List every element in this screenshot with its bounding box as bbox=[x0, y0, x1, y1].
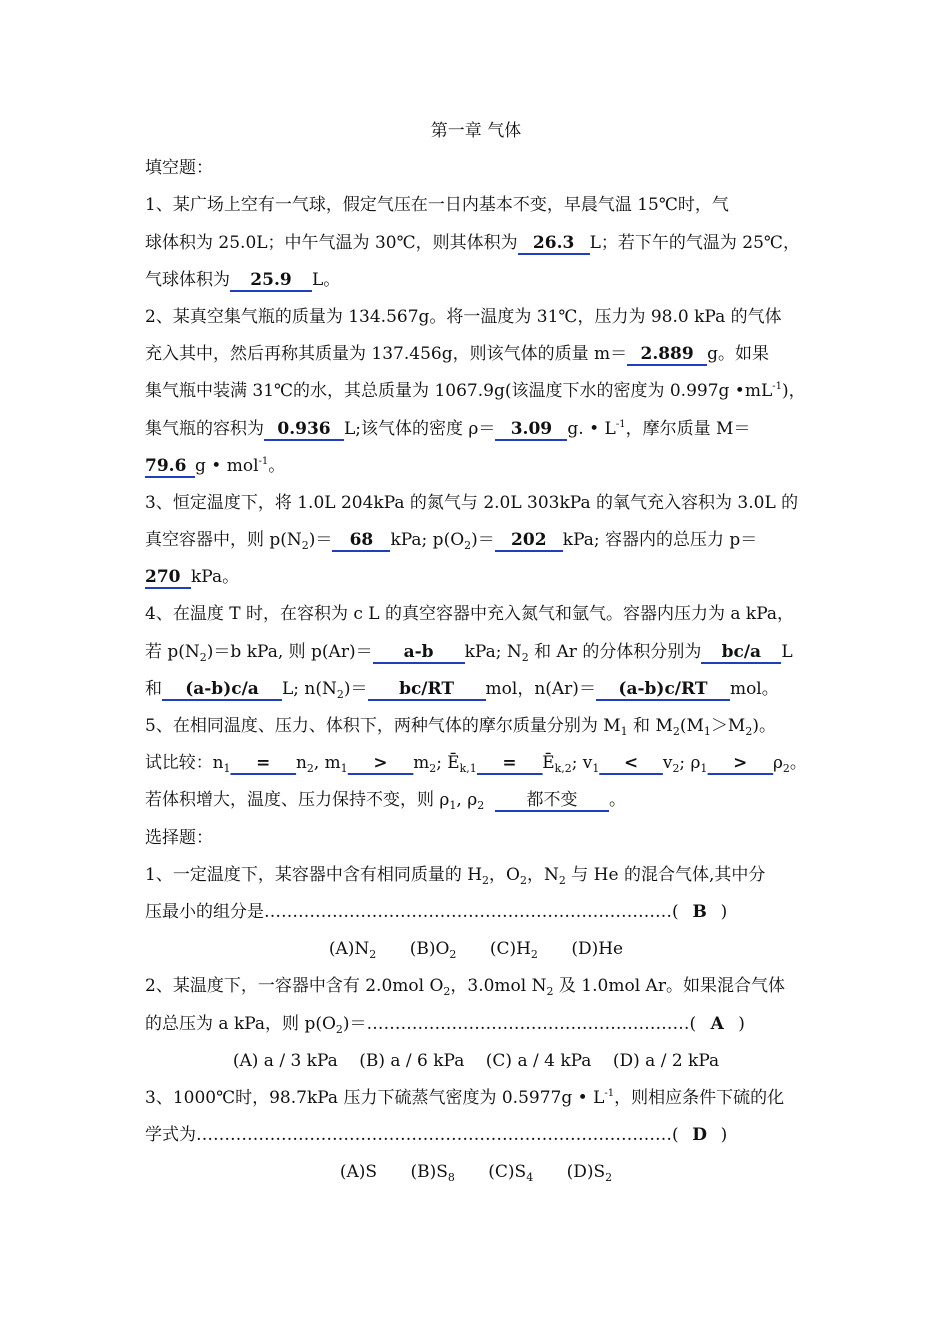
q1-line2: 球体积为 25.0L；中午气温为 30℃，则其体积为 26.3 L；若下午的气温为 25℃， bbox=[145, 232, 800, 253]
q2-line2: 充入其中，然后再称其质量为 137.456g，则该气体的质量 m＝ 2.889 g。如果 bbox=[145, 344, 769, 365]
c1-option-c: $(C)H_2$ bbox=[489, 939, 538, 962]
q3-line3: 270 kPa。 bbox=[145, 567, 240, 588]
q2-answer-1: 2.889 bbox=[627, 344, 707, 366]
q4-answer-3: (a-b)c/a bbox=[162, 679, 282, 701]
q1-answer-2: 25.9 bbox=[230, 270, 312, 292]
c3-answer: D bbox=[692, 1125, 708, 1146]
q5-answer-2: > bbox=[348, 753, 414, 775]
c1-option-a: $(A)N_2$ bbox=[328, 939, 377, 962]
c3-option-d: $(D)S_2$ bbox=[566, 1162, 613, 1185]
c1-line2: 压最小的组分是………………………………………………………………( B ) bbox=[145, 894, 807, 931]
q4-answer-4: bc/RT bbox=[368, 679, 486, 701]
c2-answer: A bbox=[710, 1013, 724, 1034]
q3-answer-2: 202 bbox=[495, 530, 563, 552]
q3-answer-1: 68 bbox=[332, 530, 390, 552]
c3-line1: 3、1000℃时，98.7kPa 压力下硫蒸气密度为 0.5977g • $L^{-1}$，则相应条件下硫的化 bbox=[145, 1087, 785, 1108]
q4-answer-2: bc/a bbox=[701, 642, 781, 664]
q4-line1: 4、在温度 T 时，在容积为 c L 的真空容器中充入氮气和氩气。容器内压力为 a kPa， bbox=[145, 604, 795, 625]
c2-option-d: (D) a / 2 kPa bbox=[612, 1050, 720, 1071]
q4-line2: 若 $p(N_2)=b$ kPa, 则 p(Ar)＝ a-b kPa; $N_2$ 和 Ar 的分体积分别为 bc/a L bbox=[145, 641, 793, 664]
q5-answer-1: = bbox=[230, 753, 296, 775]
q4-answer-1: a-b bbox=[373, 642, 465, 664]
c3-option-a: (A)S bbox=[339, 1162, 378, 1183]
q3-line2: 真空容器中，则 $p(N_2)= 68$ kPa; $p(O_2)= 202$ kPa; 容器内的总压力 p＝ bbox=[145, 530, 758, 553]
q1-line1: 1、某广场上空有一气球，假定气压在一日内基本不变，早晨气温 15℃时，气 bbox=[145, 195, 729, 216]
q5-answer-5: > bbox=[707, 753, 773, 775]
c2-line2: 的总压为 a kPa，则 $p(O_2)=\dots\dots\dots\dots\dots\dots\dots\dots\dots\dots\dots\dots\dots\dots\dots\dots\dots\dots\dots$( A ) bbox=[145, 1006, 807, 1043]
q2-answer-2: 0.936 bbox=[264, 419, 344, 441]
fill-heading: 填空题： bbox=[145, 158, 213, 179]
q2-answer-3: 3.09 bbox=[495, 419, 567, 441]
q1-answer-1: 26.3 bbox=[518, 233, 590, 255]
q2-line3: 集气瓶中装满 31℃的水，其总质量为 1067.9g(该温度下水的密度为 0.997g $•mL^{-1}$)， bbox=[145, 381, 806, 402]
c2-option-a: (A) a / 3 kPa bbox=[232, 1050, 338, 1071]
q4-answer-5: (a-b)c/RT bbox=[596, 679, 730, 701]
c2-option-b: (B) a / 6 kPa bbox=[359, 1050, 465, 1071]
c1-answer: B bbox=[692, 901, 707, 922]
chapter-title: 第一章 气体 bbox=[430, 121, 522, 141]
q5-line2: 试比较：$n_1 = n_2$, $m_1 > m_2$; $Ē_{k,1}$ = $Ē_{k,2}$; $v_1 < v_2$; $\rho_1 > \rho_2$。 bbox=[145, 753, 807, 776]
c3-line2: 学式为…………………………………………………………………………( D ) bbox=[145, 1117, 807, 1154]
q5-answer-6: 都不变 bbox=[495, 790, 609, 812]
q5-line1: 5、在相同温度、压力、体积下，两种气体的摩尔质量分别为 $M_1$ 和 $M_2(M_1>M_2)$。 bbox=[145, 716, 776, 738]
c2-options bbox=[145, 1043, 807, 1080]
document-page bbox=[145, 113, 807, 1191]
q2-line4: 集气瓶的容积为 0.936 L;该气体的密度 ρ＝ 3.09 g. • $L^{-1}$，摩尔质量 M＝ bbox=[145, 418, 751, 439]
q5-answer-3: = bbox=[477, 753, 543, 775]
q3-line1: 3、恒定温度下，将 1.0L 204kPa 的氮气与 2.0L 303kPa 的氧气充入容积为 3.0L 的 bbox=[145, 492, 799, 513]
c1-line1: 1、一定温度下，某容器中含有相同质量的 $H_2$，$O_2$，$N_2$ 与 He 的混合气体,其中分 bbox=[145, 864, 766, 887]
c3-option-b: $(B)S_8$ bbox=[410, 1162, 455, 1185]
q3-answer-3: 270 bbox=[145, 567, 191, 589]
c1-option-d: (D)He bbox=[571, 939, 624, 960]
c1-option-b: $(B)O_2$ bbox=[409, 939, 457, 962]
q1-line3: 气球体积为 25.9 L。 bbox=[145, 269, 341, 290]
q5-line3: 若体积增大，温度、压力保持不变，则 $\rho_1$, $\rho_2$ 都不变 。 bbox=[145, 790, 627, 813]
c2-line1: 2、某温度下，一容器中含有 2.0mol $O_2$，3.0mol $N_2$ 及 1.0mol Ar。如果混合气体 bbox=[145, 976, 785, 999]
c3-options bbox=[145, 1154, 807, 1191]
q2-line1: 2、某真空集气瓶的质量为 134.567g。将一温度为 31℃，压力为 98.0 kPa 的气体 bbox=[145, 306, 782, 327]
q4-line3: 和 (a-b)c/a L; $n(N_2)= bc/RT$ mol，n(Ar)＝ (a-b)c/RT mol。 bbox=[145, 678, 779, 701]
q2-line5: 79.6 g • mol$^{-1}$。 bbox=[145, 455, 286, 476]
choice-heading: 选择题： bbox=[145, 827, 213, 848]
q5-answer-4: < bbox=[599, 753, 663, 775]
c3-option-c: $(C)S_4$ bbox=[488, 1162, 534, 1185]
c1-options bbox=[145, 931, 807, 968]
q2-answer-4: 79.6 bbox=[145, 456, 195, 478]
c2-option-c: (C) a / 4 kPa bbox=[485, 1050, 592, 1071]
